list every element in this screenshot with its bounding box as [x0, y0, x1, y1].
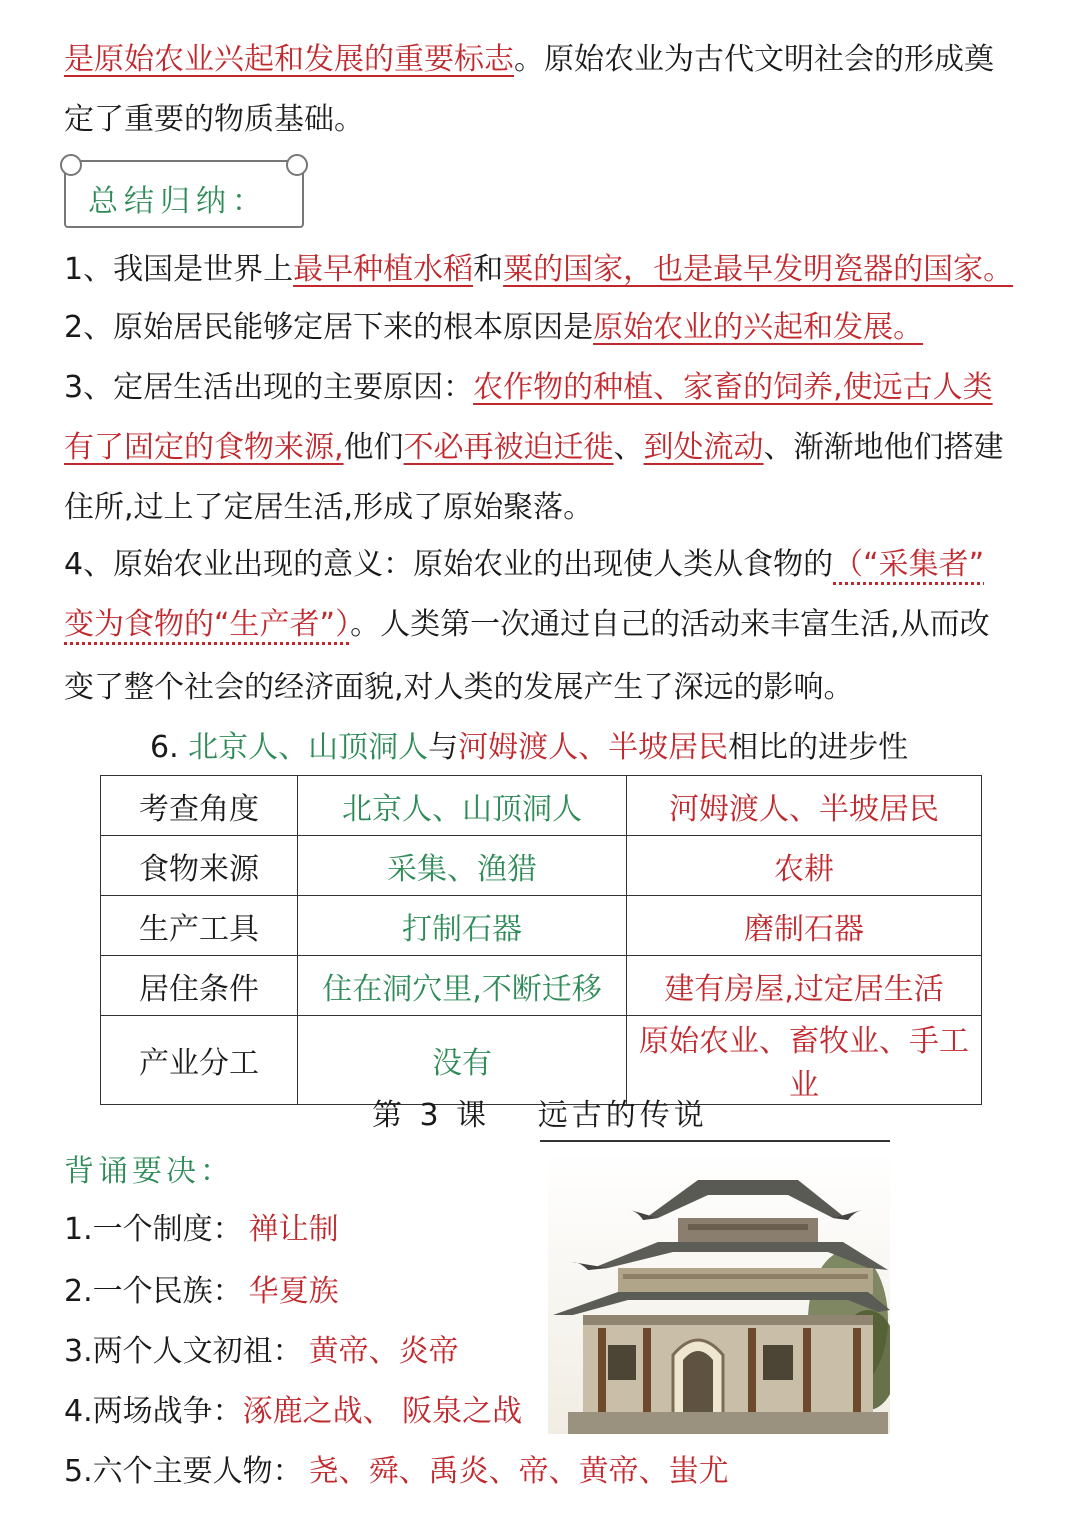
mnemonic-item	[64, 1210, 339, 1250]
table-cell: 食物来源	[101, 836, 298, 896]
p3-text-h: 、渐渐地他们搭建	[763, 430, 1004, 465]
p1-text-b: 最早种植水稻	[293, 252, 474, 287]
p2-text-a: 2、原始居民能够定居下来的根本原因是	[64, 310, 594, 345]
summary-point-3-line-2	[64, 428, 1004, 468]
table-cell: 生产工具	[101, 896, 298, 956]
p3-text-b: 农作物的种植、家畜的饲养,使远古人类	[473, 370, 993, 405]
p3-text-f: 、	[613, 430, 644, 465]
p2-text-b: 原始农业的兴起和发展。	[593, 310, 924, 345]
p3-text-a: 3、定居生活出现的主要原因：	[64, 370, 474, 405]
summary-point-1	[64, 250, 1013, 290]
table-header-cell: 北京人、山顶洞人	[298, 776, 627, 836]
summary-point-4-line-3: 变了整个社会的经济面貌,对人类的发展产生了深远的影响。	[64, 670, 854, 705]
mnemonic-item	[64, 1452, 729, 1492]
p3-text-d: 他们	[343, 430, 404, 465]
table-header-row	[101, 776, 982, 836]
mnemonic-label: 3.两个人文初祖：	[64, 1334, 303, 1369]
mnemonic-value: 华夏族	[248, 1274, 339, 1309]
summary-point-4-line-1	[64, 545, 984, 585]
mnemonic-label: 1.一个制度：	[64, 1212, 243, 1247]
comparison-title-end: 相比的进步性	[728, 730, 909, 765]
table-cell: 农耕	[627, 836, 982, 896]
p1-text-c: 和	[473, 252, 504, 287]
summary-point-3-line-3: 住所,过上了定居生活,形成了原始聚落。	[64, 490, 594, 525]
p3-text-c: 有了固定的食物来源,	[64, 430, 344, 465]
summary-banner	[64, 160, 304, 228]
table-row	[101, 836, 982, 896]
mnemonic-value: 尧、舜、禹炎、帝、黄帝、蚩尤	[308, 1454, 729, 1489]
table-cell: 没有	[298, 1016, 627, 1105]
mnemonic-title: 背诵要决：	[64, 1154, 234, 1189]
mnemonic-label: 2.一个民族：	[64, 1274, 243, 1309]
lesson-title: 第 3 课 远古的传说	[372, 1098, 708, 1133]
comparison-title	[150, 728, 908, 768]
ancient-building-image	[548, 1150, 890, 1434]
comparison-title-mid: 与	[428, 730, 459, 765]
table-cell: 居住条件	[101, 956, 298, 1016]
intro-line-1	[64, 40, 994, 80]
summary-point-4-line-2	[64, 605, 990, 645]
mnemonic-value: 黄帝、炎帝	[308, 1334, 459, 1369]
p3-text-e: 不必再被迫迁徙	[403, 430, 614, 465]
mnemonic-item	[64, 1392, 522, 1432]
table-header-cell: 考查角度	[101, 776, 298, 836]
intro-black-text: 。原始农业为古代文明社会的形成奠	[514, 42, 994, 77]
p4-text-d: 。人类第一次通过自己的活动来丰富生活,从而改	[350, 607, 990, 642]
table-header-cell: 河姆渡人、半坡居民	[627, 776, 982, 836]
p1-text-d: 粟的国家，也是最早发明瓷器的国家。	[503, 252, 1014, 287]
mnemonic-label: 5.六个主要人物：	[64, 1454, 303, 1489]
table-row	[101, 956, 982, 1016]
comparison-table	[100, 775, 982, 1105]
table-cell: 原始农业、畜牧业、手工业	[627, 1016, 982, 1105]
comparison-title-green: 北京人、山顶洞人	[188, 730, 429, 765]
summary-point-3-line-1	[64, 368, 993, 408]
table-row	[101, 896, 982, 956]
intro-line-2: 定了重要的物质基础。	[64, 102, 364, 137]
p1-text-a: 1、我国是世界上	[64, 252, 294, 287]
comparison-title-red: 河姆渡人、半坡居民	[458, 730, 729, 765]
summary-title: 总结归纳：	[88, 184, 268, 219]
lesson-title-rule	[540, 1140, 890, 1142]
mnemonic-value: 禅让制	[248, 1212, 339, 1247]
table-cell: 打制石器	[298, 896, 627, 956]
p4-text-a: 4、原始农业出现的意义：原始农业的出现使人类从食物的	[64, 547, 834, 582]
table-cell: 产业分工	[101, 1016, 298, 1105]
mnemonic-value: 涿鹿之战、 阪泉之战	[242, 1394, 523, 1429]
p4-text-b: （“采集者”	[833, 547, 985, 582]
p4-text-c: 变为食物的“生产者”）	[64, 607, 351, 642]
mnemonic-label: 4.两场战争：	[64, 1394, 243, 1429]
table-cell: 住在洞穴里,不断迁移	[298, 956, 627, 1016]
mnemonic-item	[64, 1332, 459, 1372]
intro-red-text: 是原始农业兴起和发展的重要标志	[64, 42, 514, 77]
table-cell: 建有房屋,过定居生活	[627, 956, 982, 1016]
table-cell: 采集、渔猎	[298, 836, 627, 896]
summary-point-2	[64, 308, 923, 348]
mnemonic-item	[64, 1272, 339, 1312]
p3-text-g: 到处流动	[643, 430, 764, 465]
table-cell: 磨制石器	[627, 896, 982, 956]
comparison-title-num: 6.	[150, 730, 189, 765]
